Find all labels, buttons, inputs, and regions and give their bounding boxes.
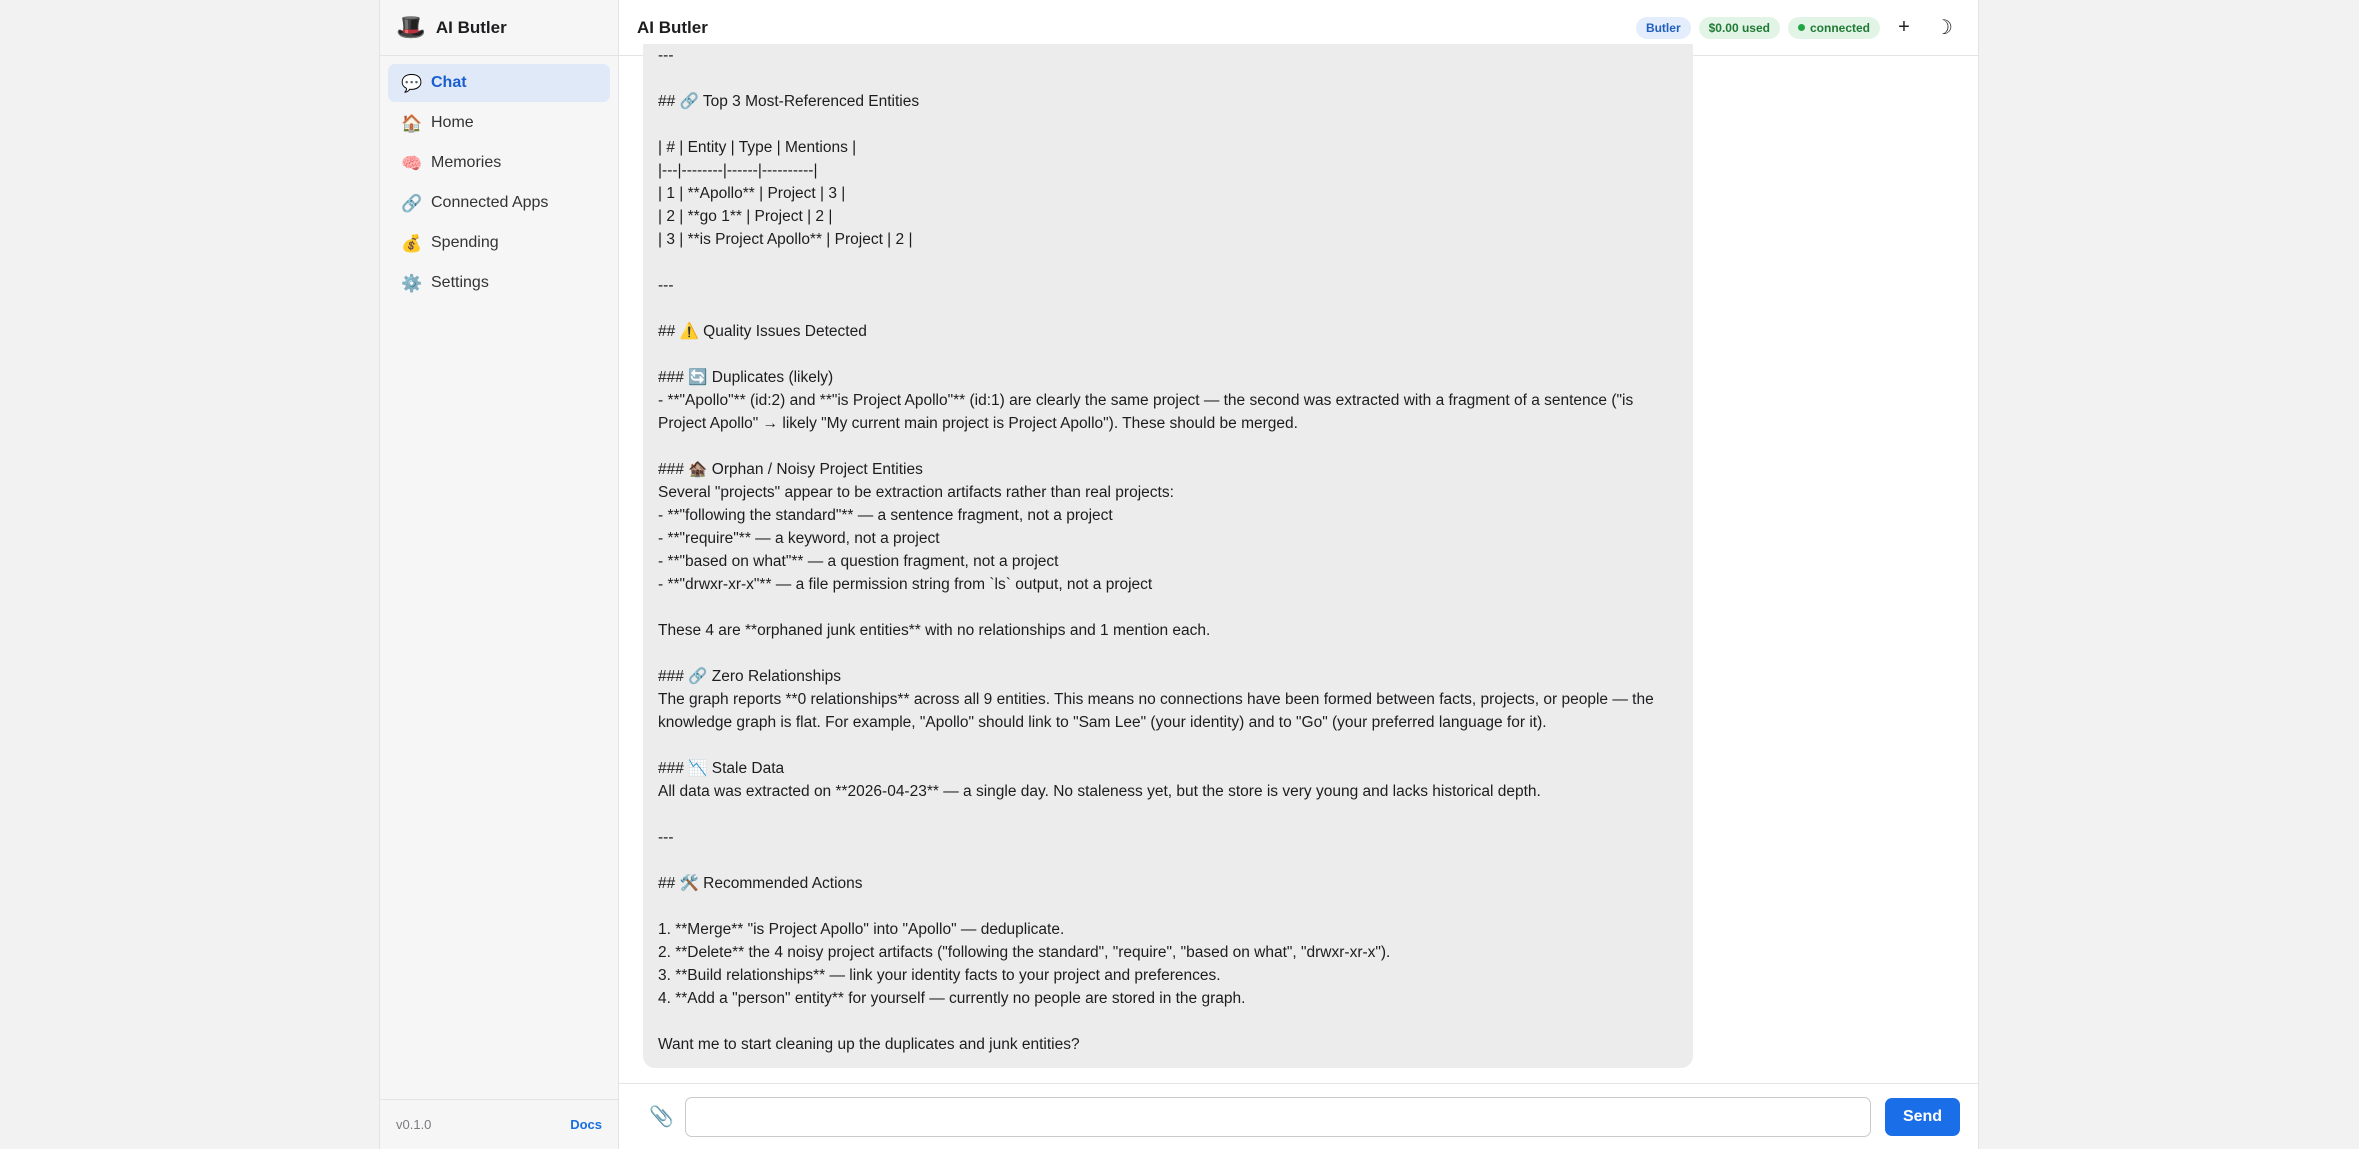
sidebar-item-label: Spending — [431, 234, 499, 251]
gear-icon: ⚙️ — [401, 273, 423, 293]
message-line: - **"drwxr-xr-x"** — a file permission string from `ls` output, not a project — [658, 576, 1153, 593]
assistant-message — [643, 44, 1693, 1068]
message-line: ### 📉 Stale Data — [658, 760, 785, 777]
message-line: | 3 | **is Project Apollo** | Project | 2 | — [658, 231, 913, 248]
message-line — [658, 734, 1678, 757]
message-input[interactable] — [685, 1097, 1871, 1137]
message-line — [658, 297, 1678, 320]
sidebar-item-connected-apps[interactable] — [388, 184, 610, 222]
message-line: ### 🔗 Zero Relationships — [658, 668, 842, 685]
message-line: --- — [658, 47, 674, 64]
message-line — [658, 849, 1678, 872]
new-chat-button[interactable]: + — [1888, 12, 1920, 44]
brand-name: AI Butler — [435, 17, 507, 37]
sidebar-item-label: Chat — [431, 74, 467, 91]
message-line — [658, 642, 1678, 665]
top-hat-icon: 🎩 — [396, 13, 426, 41]
chat-scroll-area[interactable] — [619, 47, 1978, 1083]
connection-status-badge — [1788, 17, 1880, 39]
sidebar-item-chat[interactable] — [388, 64, 610, 102]
house-icon: 🏠 — [401, 113, 423, 133]
message-line — [658, 596, 1678, 619]
paperclip-icon[interactable]: 📎 — [649, 1106, 674, 1128]
message-line: - **"following the standard"** — a sentence fragment, not a project — [658, 507, 1113, 524]
message-line — [658, 343, 1678, 366]
message-line: |---|--------|------|----------| — [658, 162, 818, 179]
sidebar-item-settings[interactable] — [388, 264, 610, 302]
sidebar-item-spending[interactable] — [388, 224, 610, 262]
message-line: - **"based on what"** — a question fragment, not a project — [658, 553, 1059, 570]
message-line: All data was extracted on **2026-04-23** — a single day. No staleness yet, but the store is very young and lacks historical depth. — [658, 783, 1541, 800]
page-title: AI Butler — [637, 17, 708, 37]
theme-toggle-moon-icon[interactable]: ☽ — [1928, 12, 1960, 44]
brain-icon: 🧠 — [401, 153, 423, 173]
message-line: ## 🔗 Top 3 Most-Referenced Entities — [658, 93, 920, 110]
message-line: ## ⚠️ Quality Issues Detected — [658, 323, 867, 340]
version-label: v0.1.0 — [396, 1117, 432, 1132]
composer — [619, 1083, 1978, 1149]
message-line: 2. **Delete** the 4 noisy project artifacts ("following the standard", "require", "based on what", "drwxr-xr-x"). — [658, 944, 1391, 961]
main-panel — [619, 0, 1978, 1149]
message-line: | 2 | **go 1** | Project | 2 | — [658, 208, 833, 225]
sidebar-item-home[interactable] — [388, 104, 610, 142]
message-line: --- — [658, 277, 674, 294]
message-line — [658, 67, 1678, 90]
message-line: These 4 are **orphaned junk entities** with no relationships and 1 mention each. — [658, 622, 1211, 639]
docs-link[interactable]: Docs — [570, 1117, 602, 1132]
spending-badge: $0.00 used — [1699, 17, 1780, 39]
agent-badge: Butler — [1636, 17, 1691, 39]
message-line: | # | Entity | Type | Mentions | — [658, 139, 857, 156]
message-line — [658, 113, 1678, 136]
link-icon: 🔗 — [401, 193, 423, 213]
sidebar-item-label: Settings — [431, 274, 489, 291]
message-line: 3. **Build relationships** — link your identity facts to your project and preferences. — [658, 967, 1221, 984]
brand[interactable] — [380, 0, 618, 56]
message-line: The graph reports **0 relationships** across all 9 entities. This means no connections have been formed between facts, projects, or people — the knowledge graph is flat. For example, "Apollo" should link to "Sam Lee" (your identity) and to "Go" (your preferred language for it). — [658, 691, 1659, 731]
message-line: Want me to start cleaning up the duplicates and junk entities? — [658, 1036, 1080, 1053]
sidebar-footer — [380, 1099, 618, 1149]
message-line: 4. **Add a "person" entity** for yourself — currently no people are stored in the graph. — [658, 990, 1246, 1007]
app-window — [379, 0, 1979, 1149]
message-line: | 1 | **Apollo** | Project | 3 | — [658, 185, 846, 202]
sidebar-item-label: Home — [431, 114, 474, 131]
message-line: --- — [658, 829, 674, 846]
message-line: ### 🏚️ Orphan / Noisy Project Entities — [658, 461, 923, 478]
status-dot-icon — [1798, 24, 1805, 31]
send-button[interactable]: Send — [1885, 1098, 1960, 1136]
message-line: - **"Apollo"** (id:2) and **"is Project Apollo"** (id:1) are clearly the same project — the second was extracted with a fragment of a sentence ("is Project Apollo" → likely "My current main project is Project Apollo"). These should be merged. — [658, 392, 1638, 432]
connection-status-label: connected — [1809, 20, 1870, 35]
speech-bubble-icon: 💬 — [401, 73, 423, 93]
sidebar — [380, 0, 619, 1149]
money-bag-icon: 💰 — [401, 233, 423, 253]
sidebar-nav — [380, 56, 618, 310]
message-line: ## 🛠️ Recommended Actions — [658, 875, 863, 892]
message-line — [658, 895, 1678, 918]
message-line: 1. **Merge** "is Project Apollo" into "Apollo" — deduplicate. — [658, 921, 1065, 938]
message-line: - **"require"** — a keyword, not a project — [658, 530, 940, 547]
message-line — [658, 803, 1678, 826]
message-line — [658, 251, 1678, 274]
sidebar-item-memories[interactable] — [388, 144, 610, 182]
message-line: Several "projects" appear to be extraction artifacts rather than real projects: — [658, 484, 1174, 501]
message-line — [658, 1010, 1678, 1033]
sidebar-item-label: Connected Apps — [431, 194, 549, 211]
sidebar-item-label: Memories — [431, 154, 502, 171]
message-line — [658, 435, 1678, 458]
message-line: ### 🔄 Duplicates (likely) — [658, 369, 834, 386]
